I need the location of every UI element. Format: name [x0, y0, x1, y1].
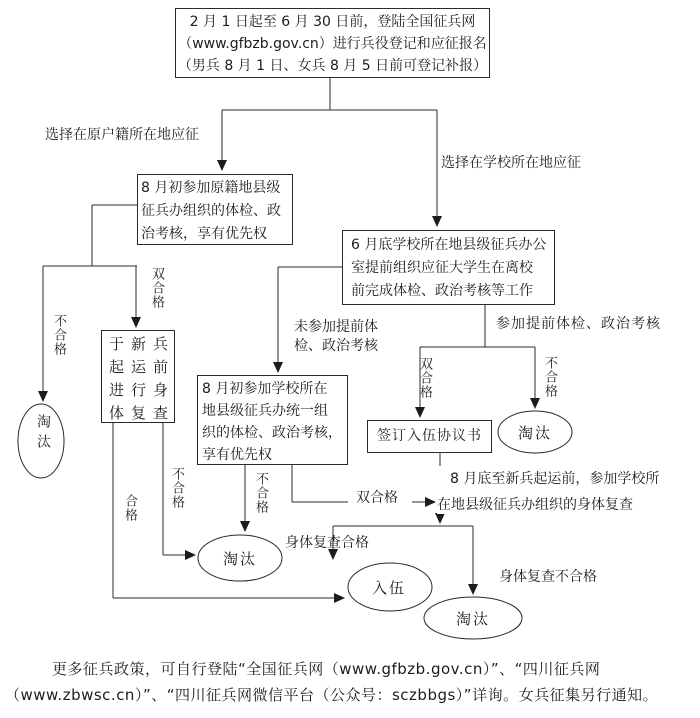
terminal-enlist: 入伍	[372, 579, 407, 597]
node-sign-enlistment-agreement: 签订入伍协议书	[367, 420, 492, 453]
node-online-registration	[175, 8, 490, 78]
edge-label-no-precheck-line1: 未参加提前体	[294, 319, 378, 335]
edge-label-apply-at-hometown: 选择在原户籍所在地应征	[45, 127, 199, 143]
node-final-body-recheck-line1: 8 月底至新兵起运前，参加学校所	[450, 468, 659, 488]
node-text-line: 于新兵	[109, 335, 176, 353]
edge-label-body-recheck-fail: 身体复查不合格	[499, 569, 597, 585]
node-text-line: 治考核，享有优先权	[141, 226, 267, 242]
edge-label-body-recheck-pass: 身体复查合格	[285, 535, 369, 551]
node-text-line: 织的体检、政治考核，	[202, 425, 342, 441]
node-school-precheck	[342, 230, 555, 305]
node-pre-departure-recheck	[101, 330, 175, 423]
node-text-line: 进行身	[109, 381, 176, 399]
node-text-line: 起运前	[109, 358, 176, 376]
edge-label-fail-midbox: 不合格	[253, 472, 268, 514]
node-text-line: 8 月初参加学校所在	[202, 381, 328, 397]
node-text-line: 2 月 1 日起至 6 月 30 日前，登陆全国征兵网	[189, 14, 476, 30]
node-text-line: （www.gfbzb.gov.cn）进行兵役登记和应征报名	[178, 36, 487, 52]
node-school-unified-checkup	[197, 375, 348, 465]
node-hometown-checkup	[137, 174, 293, 245]
edge-label-dual-pass-horizontal: 双合格	[356, 487, 398, 507]
terminal-eliminate-left: 淘汰	[35, 414, 51, 454]
edge-label-dual-pass-left: 双合格	[149, 267, 164, 309]
node-text-line: 前完成体检、政治考核等工作	[351, 283, 533, 299]
node-text-line: 8 月初参加原籍地县级	[141, 180, 281, 196]
edge-label-pass: 合格	[122, 494, 137, 522]
edge-label-fail-recheck: 不合格	[169, 467, 184, 509]
node-text-line: （男兵 8 月 1 日、女兵 8 月 5 日前可登记补报）	[177, 58, 488, 74]
terminal-eliminate-mid: 淘汰	[223, 550, 258, 568]
node-text-line: 体复查	[109, 404, 176, 422]
terminal-eliminate-bottom: 淘汰	[456, 610, 491, 628]
edge-label-precheck-done: 参加提前体检、政治考核	[496, 316, 661, 332]
node-text-line: 6 月底学校所在地县级征兵办公	[351, 237, 547, 253]
node-text-line: 地县级征兵办统一组	[202, 403, 328, 419]
terminal-eliminate-right: 淘汰	[518, 424, 553, 442]
edge-label-apply-at-school: 选择在学校所在地应征	[441, 155, 581, 171]
footer-note-line1: 更多征兵政策，可自行登陆“全国征兵网（www.gfbzb.gov.cn）”、“四川征兵网	[52, 660, 601, 678]
edge-label-dual-pass-mid: 双合格	[417, 357, 432, 399]
node-text-line: 享有优先权	[202, 447, 272, 463]
edge-label-no-precheck-line2: 检、政治考核	[294, 338, 378, 354]
node-final-body-recheck-line2: 在地县级征兵办组织的身体复查	[437, 494, 633, 514]
node-text-line: 征兵办组织的体检、政	[141, 203, 281, 219]
node-text-line: 室提前组织应征大学生在离校	[351, 260, 533, 276]
edge-label-fail-left: 不合格	[51, 314, 66, 356]
footer-note-line2: （www.zbwsc.cn）”、“四川征兵网微信平台（公众号：sczbbgs）”详询。女兵征集另行通知。	[5, 686, 659, 704]
edge-label-fail-right: 不合格	[542, 356, 557, 398]
